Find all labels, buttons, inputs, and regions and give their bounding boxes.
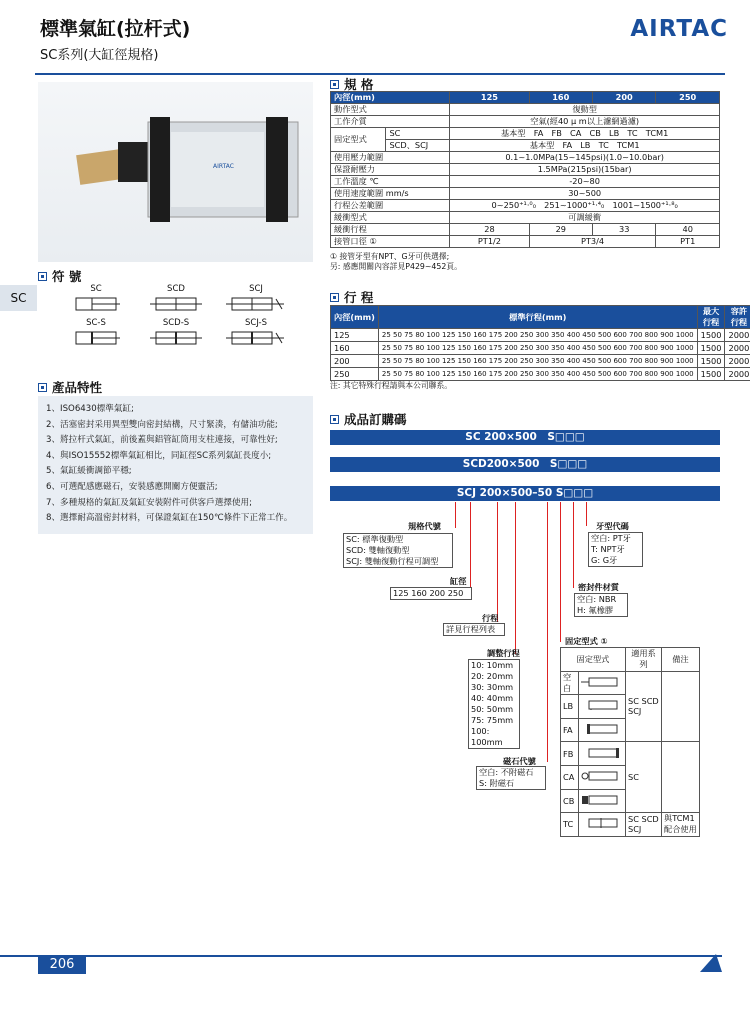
- symbol-scd: SCD: [150, 284, 202, 312]
- connector: [573, 502, 574, 588]
- feature-item: 8、選擇耐高溫密封材料，可保證氣缸在150℃條件下正常工作。: [46, 513, 293, 524]
- page-title: 標準氣缸(拉杆式): [40, 18, 191, 40]
- feature-item: 5、氣缸緩衝調節平穩;: [46, 466, 132, 477]
- feature-item: 1、ISO6430標準氣缸;: [46, 404, 134, 414]
- stroke-table: 內徑(mm) 標準行程(mm) 最大行程 容許行程 125 25 50 75 80 100 125 150 160 175 200 250 300 350 400 450 500 600 700 800 900 1000 1500 2000 160 25 50 75 80 100 125 150 160 175 200 250 300 350 400 450 500 600 700 800 900 1000 1500 2000 200 25 50 75 80 100 125 150 160 175 200 250 300 350 400 450 500 600 700 800 900 1000 1500 2000 250 25 50 75 80 100 125 150 160 175 200 250 300 350 400 450 500 600 700 800 900 1000 1500 2000: [330, 305, 750, 381]
- connector: [560, 502, 561, 642]
- mount-icon: [581, 724, 623, 734]
- magnet-box: 空白: 不附磁石 S: 附磁石: [476, 766, 546, 790]
- side-tab: SC: [0, 285, 37, 311]
- section-square-icon: [330, 293, 339, 302]
- product-photo: [38, 82, 313, 262]
- connector: [515, 502, 516, 654]
- mount-label: 固定型式 ①: [565, 636, 608, 646]
- section-square-icon: [38, 272, 47, 281]
- order-code-sc: SC 200×500 S□□□: [330, 430, 720, 445]
- order-code-scj: SCJ 200×500–50 S□□□: [330, 486, 720, 501]
- seal-label: 密封件材質: [578, 582, 619, 592]
- mount-icon: [581, 795, 623, 805]
- stroke-label: 行程: [482, 613, 499, 623]
- spec-table: 內徑(mm) 125 160 200 250 動作型式 復動型 工作介質 空氣(經40 μ m以上濾網過濾) 固定型式 SC 基本型 FA FB CA CB LB TC TCM1 SCD、SCJ 基本型 FA LB TC TCM1 使用壓力範圍 0.1~1.0MPa(15~145psi)(1.0~10.0bar) 保證耐壓力 1.5MPa(215psi)(15bar) 工作溫度 ℃ -20~80 使用速度範圍 mm/s 30~500 行程公差範圍 0~250⁺¹·⁰₀ 251~1000⁺¹·⁴₀ 1001~1500⁺¹·⁸₀ 緩衝型式 可調緩衝 緩衝行程 28 29 33 40 接管口徑 ① PT1/2 PT3/4 PT1: [330, 91, 720, 248]
- page-subtitle: SC系列(大缸徑規格): [40, 48, 159, 63]
- mount-table: 固定型式 適用系列 備注 空白 SC SCD SCJ LB FA FB SC CA CB TC SC SCD SCJ 與TCM1 配合使用: [560, 647, 700, 837]
- symbol-scd-s: SCD-S: [150, 318, 202, 346]
- cylinder-illustration: [38, 82, 313, 262]
- feature-item: 6、可選配感應磁石，安裝感應開關方便靈活;: [46, 481, 218, 492]
- connector: [470, 502, 471, 588]
- mount-icon: [581, 771, 623, 781]
- feature-item: 7、多種規格的氣缸及氣缸安裝附件可供客戶選擇使用;: [46, 497, 253, 508]
- symbol-scj-s: SCJ-S: [226, 318, 286, 346]
- footer-divider: [0, 955, 722, 957]
- brand-logo: AIRTAC: [630, 16, 728, 42]
- features-heading: 產品特性: [38, 378, 102, 396]
- stroke-box: 詳見行程列表: [443, 623, 505, 636]
- seal-box: 空白: NBR H: 氟橡膠: [574, 593, 628, 617]
- connector: [455, 502, 456, 528]
- magnet-label: 磁石代號: [503, 756, 536, 766]
- symbol-sc-s: SC-S: [70, 318, 122, 346]
- feature-item: 4、與ISO15552標準氣缸相比，同缸徑SC系列氣缸長度小;: [46, 450, 272, 461]
- section-square-icon: [330, 80, 339, 89]
- connector: [547, 502, 548, 762]
- header-divider: [35, 73, 725, 75]
- section-square-icon: [330, 415, 339, 424]
- feature-item: 3、將拉杆式氣缸，前後蓋與鋁管缸筒用支柱連接，可靠性好;: [46, 435, 278, 446]
- order-code-scd: SCD200×500 S□□□: [330, 457, 720, 472]
- bore-box: 125 160 200 250: [390, 587, 472, 600]
- spec-code-box: SC: 標準復動型 SCD: 雙軸復動型 SCJ: 雙軸復動行程可調型: [343, 533, 453, 568]
- thread-box: 空白: PT牙 T: NPT牙 G: G牙: [588, 532, 643, 567]
- symbol-sc: SC: [70, 284, 122, 312]
- order-heading: 成品訂購碼: [330, 410, 407, 428]
- section-square-icon: [38, 383, 47, 392]
- connector: [497, 502, 498, 622]
- svg-text:AIRTAC: AIRTAC: [213, 163, 234, 170]
- mount-icon: [581, 700, 623, 710]
- symbol-heading: 符 號: [38, 267, 81, 285]
- stroke-note: 注: 其它特殊行程請與本公司聯系。: [330, 381, 453, 390]
- spec-notes: ① 接管牙型有NPT、G牙可供選擇; 另: 感應開關內容詳見P429~452頁。: [330, 252, 462, 271]
- mount-icon: [581, 748, 623, 758]
- mount-icon: [581, 677, 623, 687]
- connector: [586, 502, 587, 526]
- bore-label: 缸徑: [450, 576, 467, 586]
- adjust-box: 10: 10mm 20: 20mm 30: 30mm 40: 40mm 50: 50mm 75: 75mm 100: 100mm: [468, 659, 520, 749]
- features-list: [38, 396, 313, 534]
- stroke-heading: 行 程: [330, 288, 373, 306]
- feature-item: 2、活塞密封采用異型雙向密封結構，尺寸緊湊，有儲油功能;: [46, 419, 278, 430]
- spec-code-label: 規格代號: [408, 521, 441, 531]
- page-number: 206: [38, 955, 86, 974]
- spec-heading: 規 格: [330, 75, 373, 93]
- adjust-label: 調整行程: [487, 648, 520, 658]
- brand-mark-icon: [698, 952, 724, 974]
- symbol-scj: SCJ: [226, 284, 286, 312]
- thread-label: 牙型代碼: [596, 521, 629, 531]
- mount-icon: [581, 818, 623, 828]
